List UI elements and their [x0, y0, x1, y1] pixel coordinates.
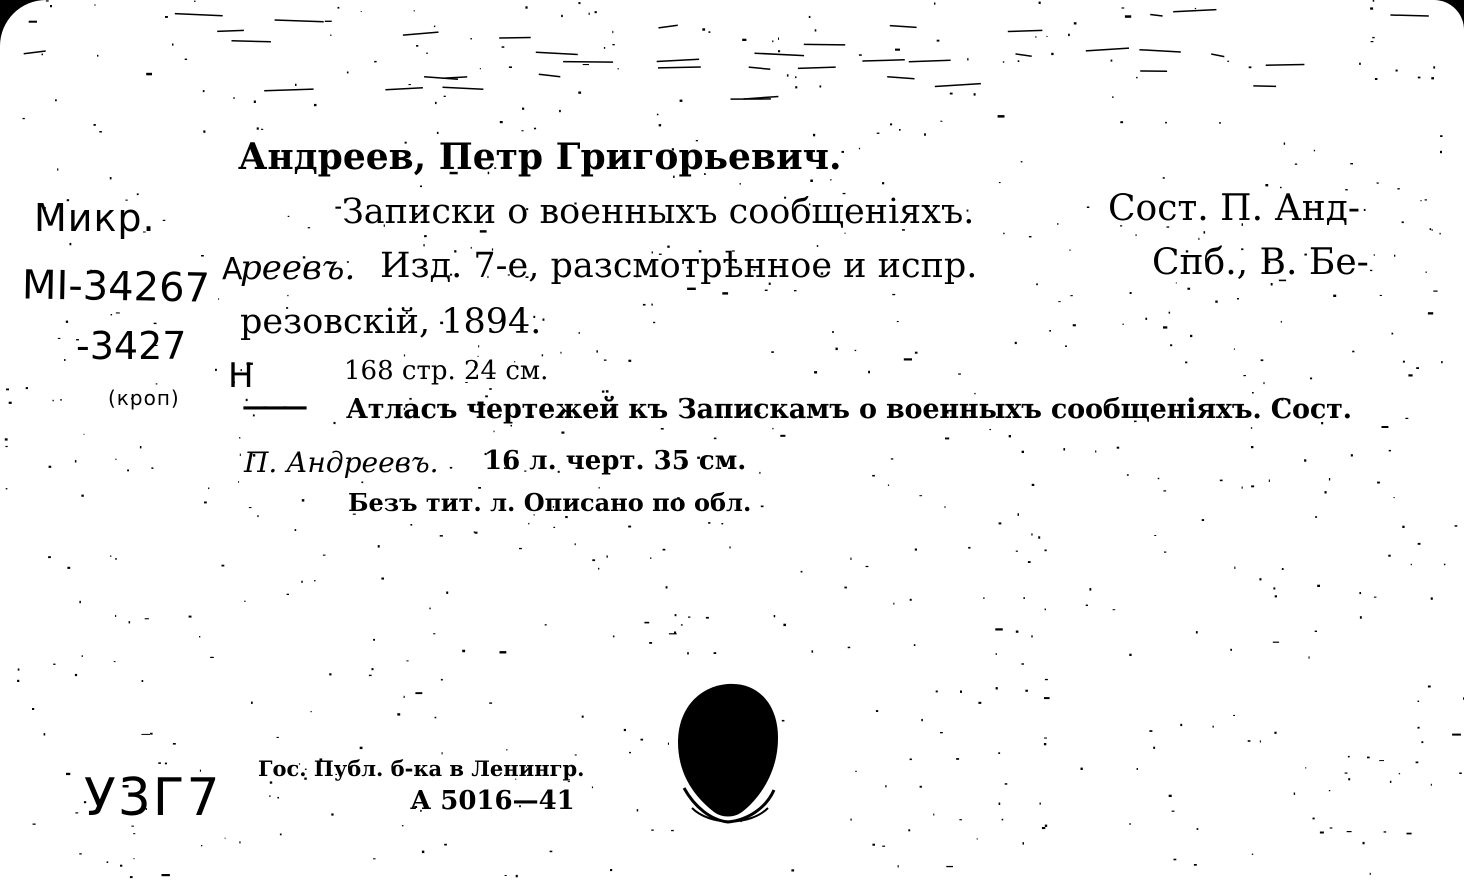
- collation: 168 стр. 24 см.: [344, 356, 549, 386]
- stamp-number: А 5016—41: [410, 786, 575, 816]
- title-line-1-right: Сост. П. Анд-: [1108, 188, 1361, 229]
- title-line-2-mid: Изд. 7-е, разсмотрѣнное и испр.: [380, 246, 978, 286]
- handwritten-shelf-mark: У3Г7: [84, 768, 222, 828]
- atlas-line-1: Атласъ чертежей къ Запискамъ о военныхъ сообщеніяхъ. Сост.: [346, 394, 1352, 425]
- handwritten-letter-a: A: [222, 252, 243, 287]
- handwritten-mikr: Микр.: [34, 196, 156, 240]
- title-line-1: Записки о военныхъ сообщеніяхъ.: [342, 192, 975, 232]
- card-heading: Андреев, Петр Григорьевич.: [238, 136, 842, 178]
- description-note: Безъ тит. л. Описано по обл.: [348, 488, 752, 517]
- handwritten-note: (кроп): [108, 386, 180, 410]
- handwritten-letter-n: H: [228, 356, 254, 396]
- atlas-dash: ———: [242, 392, 302, 422]
- handwritten-callno-1: MI-34267: [21, 262, 211, 312]
- atlas-line-2-rest: 16 л. черт. 35 см.: [484, 446, 747, 476]
- title-line-2-left: реевъ.: [240, 248, 356, 288]
- punch-hole: [670, 680, 790, 830]
- title-line-2-right: Спб., В. Бе-: [1152, 242, 1369, 283]
- title-line-3: резовскій, 1894.: [240, 302, 542, 342]
- atlas-line-2-italic: П. Андреевъ.: [244, 446, 439, 479]
- library-stamp: Гос. Публ. б-ка в Ленингр.: [258, 756, 585, 781]
- handwritten-callno-2: -3427: [76, 324, 187, 368]
